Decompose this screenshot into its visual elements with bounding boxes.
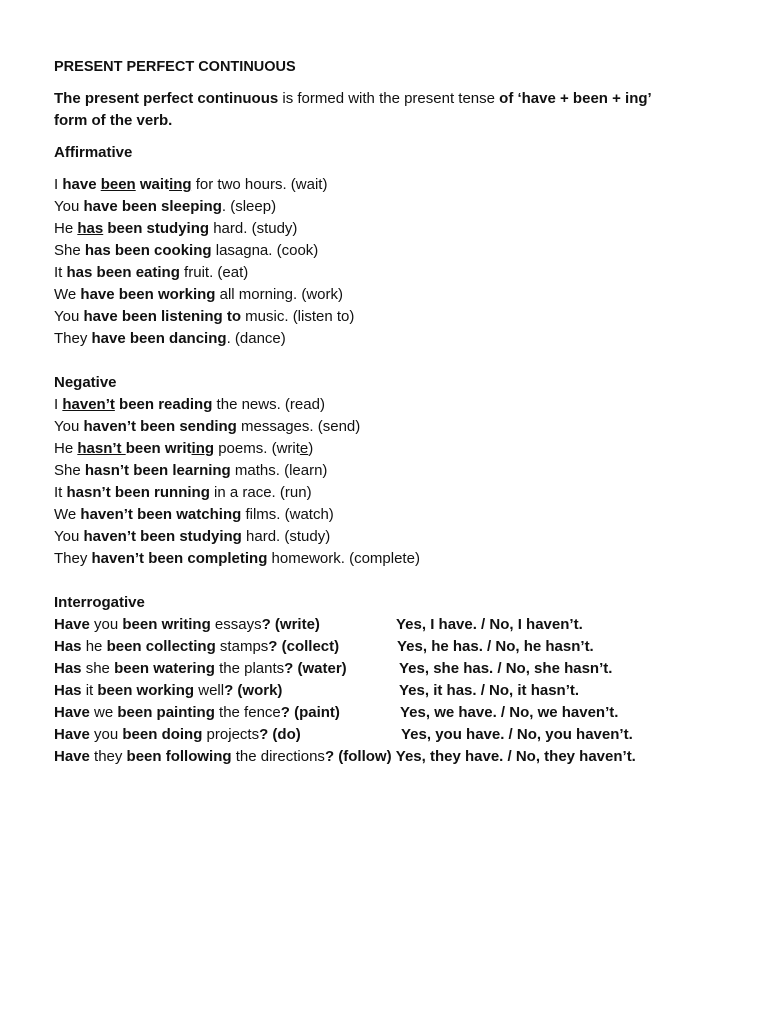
verb-hint: ? (do): [259, 726, 301, 743]
example-line: [54, 174, 754, 196]
object: the plants: [214, 660, 285, 677]
verb-hint: ? (work): [224, 682, 283, 699]
object: the directions: [231, 748, 325, 765]
verb-phrase: been writing: [122, 616, 211, 633]
subject: they: [89, 748, 127, 765]
example-line: [54, 394, 754, 416]
subject: We: [54, 286, 81, 303]
verb-phrase: haven’t been sending: [83, 418, 237, 435]
example-line: [54, 460, 754, 482]
short-answer: Yes, we have. / No, we haven’t.: [400, 704, 619, 721]
short-answer: Yes, she has. / No, she hasn’t.: [399, 660, 613, 677]
verb-phrase: haven’t been studying: [83, 528, 242, 545]
auxiliary: Has: [54, 660, 82, 677]
sentence-rest: . (dance): [226, 330, 286, 347]
question-row: [54, 636, 754, 658]
underlined-verb-part: been: [100, 176, 136, 193]
intro-formula: of ‘have + been + ing’: [499, 90, 652, 107]
example-line: [54, 196, 754, 218]
example-line: [54, 548, 754, 570]
verb-phrase: been doing: [122, 726, 203, 743]
sentence-rest: hard. (study): [241, 528, 331, 545]
intro-text: is formed with the present tense: [278, 90, 500, 107]
verb-phrase: been studying: [103, 220, 210, 237]
document-page: [54, 56, 754, 768]
underlined-auxiliary: haven’t: [62, 396, 115, 413]
verb-phrase: been collecting: [106, 638, 216, 655]
verb-hint: ? (collect): [268, 638, 340, 655]
sentence-rest: the news. (read): [212, 396, 325, 413]
question-row: [54, 680, 754, 702]
short-answer: Yes, he has. / No, he hasn’t.: [397, 638, 594, 655]
verb-phrase: has been eating: [66, 264, 180, 281]
example-line: [54, 526, 754, 548]
question: [54, 658, 347, 680]
question-row: [54, 614, 754, 636]
object: the fence: [214, 704, 281, 721]
underlined-letter: e: [299, 440, 309, 457]
auxiliary: Have: [54, 616, 90, 633]
example-line: [54, 306, 754, 328]
verb-phrase: been watering: [114, 660, 215, 677]
question-row: [54, 746, 754, 768]
verb-phrase: have been sleeping: [83, 198, 222, 215]
verb-phrase: haven’t been completing: [91, 550, 268, 567]
sentence-rest: . (sleep): [221, 198, 277, 215]
auxiliary: Has: [54, 638, 82, 655]
verb-phrase: hasn’t been learning: [84, 462, 231, 479]
subject: I: [54, 396, 63, 413]
short-answer: Yes, I have. / No, I haven’t.: [396, 616, 583, 633]
subject: You: [54, 198, 84, 215]
verb-phrase: has been cooking: [84, 242, 212, 259]
question: [54, 724, 301, 746]
verb-phrase: hasn’t been running: [66, 484, 210, 501]
auxiliary: Have: [54, 726, 90, 743]
example-line: [54, 328, 754, 350]
subject: we: [89, 704, 118, 721]
subject: He: [54, 220, 78, 237]
subject: They: [54, 330, 92, 347]
sentence-rest: hard. (study): [209, 220, 298, 237]
subject: I: [54, 176, 63, 193]
sentence-rest: all morning. (work): [215, 286, 343, 303]
verb-phrase: been working: [97, 682, 195, 699]
subject: she: [81, 660, 115, 677]
question: [54, 702, 340, 724]
sentence-rest: poems. (writ: [214, 440, 300, 457]
interrogative-list: [54, 614, 754, 768]
example-line: [54, 284, 754, 306]
sentence-rest: in a race. (run): [209, 484, 312, 501]
subject: it: [81, 682, 98, 699]
subject: She: [54, 462, 85, 479]
example-line: [54, 504, 754, 526]
question: [54, 614, 320, 636]
object: stamps: [215, 638, 269, 655]
verb-part: have: [62, 176, 101, 193]
interrogative-heading: Interrogative: [54, 594, 145, 611]
example-line: [54, 482, 754, 504]
subject: We: [54, 506, 81, 523]
negative-heading: Negative: [54, 374, 117, 391]
sentence-rest: fruit. (eat): [179, 264, 249, 281]
underlined-auxiliary: hasn’t: [77, 440, 126, 457]
negative-list: [54, 394, 754, 570]
short-answer: Yes, they have. / No, they haven’t.: [395, 748, 636, 765]
verb-part: wait: [139, 176, 170, 193]
subject: You: [54, 528, 84, 545]
subject: you: [89, 616, 123, 633]
verb-hint: ? (follow): [324, 748, 392, 765]
verb-phrase: have been working: [80, 286, 216, 303]
underlined-suffix: ing: [169, 176, 192, 193]
verb-phrase: been reading: [114, 396, 213, 413]
subject: you: [89, 726, 123, 743]
intro-paragraph: [54, 88, 754, 132]
verb-part: been writ: [125, 440, 192, 457]
sentence-rest: homework. (complete): [267, 550, 420, 567]
example-line: [54, 262, 754, 284]
sentence-rest: maths. (learn): [230, 462, 328, 479]
example-line: [54, 218, 754, 240]
subject: It: [54, 484, 67, 501]
auxiliary: Has: [54, 682, 82, 699]
object: projects: [202, 726, 260, 743]
object: essays: [210, 616, 262, 633]
auxiliary: Have: [54, 704, 90, 721]
verb-phrase: been following: [126, 748, 232, 765]
verb-phrase: been painting: [117, 704, 215, 721]
question-row: [54, 702, 754, 724]
intro-term: The present perfect continuous: [54, 90, 279, 107]
object: well: [194, 682, 225, 699]
question: [54, 680, 282, 702]
intro-formula-cont: form of the verb.: [54, 112, 173, 129]
subject: You: [54, 308, 84, 325]
short-answer: Yes, it has. / No, it hasn’t.: [399, 682, 580, 699]
affirmative-heading: Affirmative: [54, 144, 133, 161]
verb-hint: ? (water): [284, 660, 347, 677]
sentence-rest: music. (listen to): [241, 308, 355, 325]
page-title: PRESENT PERFECT CONTINUOUS: [54, 59, 296, 75]
subject: She: [54, 242, 85, 259]
short-answer: Yes, you have. / No, you haven’t.: [401, 726, 633, 743]
question-row: [54, 658, 754, 680]
question: [54, 636, 339, 658]
subject: You: [54, 418, 84, 435]
subject: They: [54, 550, 92, 567]
question-row: [54, 724, 754, 746]
verb-hint: ? (paint): [280, 704, 340, 721]
underlined-auxiliary: has: [77, 220, 104, 237]
example-line: [54, 438, 754, 460]
affirmative-list: [54, 174, 754, 350]
subject: he: [81, 638, 107, 655]
sentence-rest: films. (watch): [241, 506, 334, 523]
subject: He: [54, 440, 78, 457]
underlined-suffix: ing: [191, 440, 215, 457]
verb-hint: ? (write): [261, 616, 320, 633]
sentence-rest: ): [308, 440, 314, 457]
verb-phrase: have been dancing: [91, 330, 227, 347]
auxiliary: Have: [54, 748, 90, 765]
example-line: [54, 416, 754, 438]
example-line: [54, 240, 754, 262]
sentence-rest: for two hours. (wait): [191, 176, 328, 193]
verb-phrase: have been listening to: [83, 308, 242, 325]
subject: It: [54, 264, 67, 281]
sentence-rest: lasagna. (cook): [211, 242, 319, 259]
sentence-rest: messages. (send): [236, 418, 361, 435]
verb-phrase: haven’t been watching: [80, 506, 242, 523]
